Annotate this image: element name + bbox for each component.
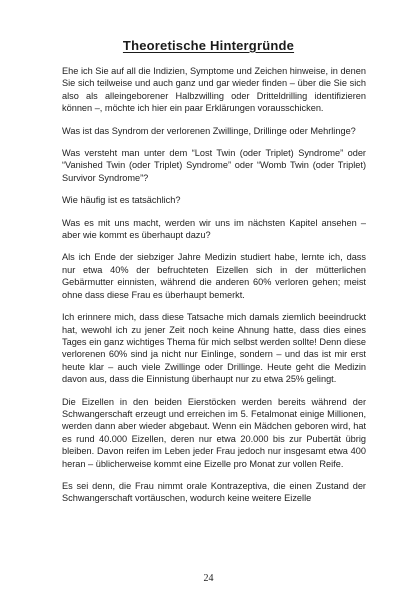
paragraph: Ich erinnere mich, dass diese Tatsache mich damals ziemlich beeindruckt hat, wewohl ich zu jener Zeit noch keine Ahnung hatte, dass dies eines Tages ein ganz wichtiges Thema für mich selbst werden sollte! Denn diese verlorenen 60% sind ja nicht nur Einlinge, sondern – und das ist mir erst heute klar – auch viele Zwillinge oder Drillinge. Heute geht die Medizin davon aus, dass die Einnistung überhaupt nur zu etwa 25% gelingt. [62,312,366,385]
paragraph: Was ist das Syndrom der verlorenen Zwillinge, Drillinge oder Mehrlinge? [62,125,356,136]
body-text [62,65,366,515]
paragraph: Wie häufig ist es tatsächlich? [62,195,181,206]
paragraph: Es sei denn, die Frau nimmt orale Kontrazeptiva, die einen Zustand der Schwangerschaft vortäuschen, wodurch keine weitere Eizelle [62,480,366,504]
paragraph: Was versteht man unter dem “Lost Twin (oder Triplet) Syndrome” oder “Vanished Twin (oder Triplet) Syndrome” oder “Womb Twin (oder Triplet) Survivor Syndrome”? [62,148,366,183]
section-heading-text: Theoretische Hintergründe [122,38,295,53]
paragraph: Als ich Ende der siebziger Jahre Medizin studiert habe, lernte ich, dass nur etwa 40% der befruchteten Eizellen sich in der mütterlichen Gebärmutter einnisten, während die anderen 60% verloren gehen; meist ohne dass diese Frau es überhaupt bemerkt. [62,252,366,300]
paragraph: Was es mit uns macht, werden wir uns im nächsten Kapitel ansehen – aber wie kommt es überhaupt dazu? [62,217,366,241]
paragraph: Ehe ich Sie auf all die Indizien, Symptome und Zeichen hinweise, in denen Sie sich teilweise und auch ganz und gar wieder finden – über die Sie sich also als alleingeborener Halbzwilling oder Dritteldrilling identifizieren können –, möchte ich hier ein paar Erklärungen vorausschicken. [62,66,366,114]
paragraph: Die Eizellen in den beiden Eierstöcken werden bereits während der Schwangerschaft erzeugt und erreichen im 5. Fetalmonat einige Millionen, werden dann aber wieder abgebaut. Wenn ein Mädchen geboren wird, hat es rund 40.000 Eizellen, deren nur etwa 20.000 bis zur Pubertät übrig bleiben. Davon reifen im Leben jeder Frau jedoch nur insgesamt etwa 400 heran – üblicherweise kommt eine Eizelle pro Monat zur vollen Reife. [62,396,366,469]
section-heading [0,38,417,53]
page-number: 24 [203,573,214,584]
